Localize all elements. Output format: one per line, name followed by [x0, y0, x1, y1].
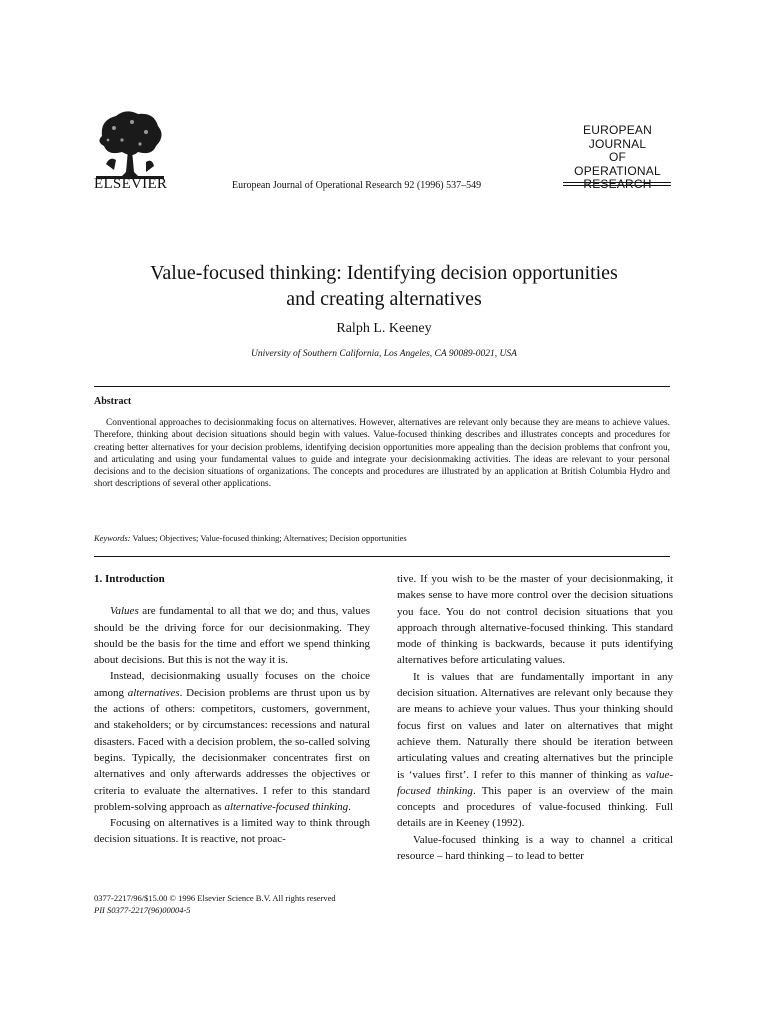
paragraph-text: Instead, decisionmaking usually focuses on the choice among: [94, 670, 370, 699]
paragraph-text: It is values that are fundamentally important in any decision situation. Alternatives are relevant only because they are means to achieve your values. Thus your thinking should focus first on values and later on alternatives that might achieve them. Naturally there should be iteration between articulating values and creating alternatives but the principle is ‘values first’. I refer to this manner of thinking as: [397, 670, 673, 781]
divider: [94, 556, 670, 557]
emphasis: Values: [110, 605, 139, 618]
paragraph: Value-focused thinking is a way to channel a critical resource – hard thinking – to lead to better: [397, 833, 673, 863]
body-column-right: [397, 571, 673, 864]
title-line: Value-focused thinking: Identifying decision opportunities: [150, 262, 618, 284]
section-heading: 1. Introduction: [94, 573, 165, 585]
author-name: Ralph L. Keeney: [336, 321, 432, 336]
journal-name-line: OF OPERATIONAL: [574, 150, 661, 178]
emphasis: alternatives: [127, 686, 180, 699]
paragraph: [94, 668, 370, 815]
emphasis: alternative-focused thinking: [224, 800, 349, 813]
title-line: and creating alternatives: [286, 288, 482, 310]
abstract-heading: Abstract: [94, 396, 132, 407]
paragraph: [94, 603, 370, 668]
journal-double-rule: [563, 182, 671, 186]
article-title: [80, 260, 688, 312]
abstract-text: Conventional approaches to decisionmaking focus on alternatives. However, alternatives are relevant only because they are means to achieve values. Therefore, thinking about decision situations should begin with values. Value-focused thinking describes and illustrates concepts and procedures for creating better alternatives for your decision problems, identifying decision opportunities more appealing than the decision problems that confront you, and articulating and using your fundamental values to guide and integrate your decisionmaking activities. The ideas are relevant to your personal decisions and to the decision situations of organizations. The concepts and procedures are illustrated by an application at British Columbia Hydro and short descriptions of several other applications.: [94, 418, 670, 490]
paragraph-text: .: [348, 800, 351, 813]
keywords-label: Keywords:: [94, 533, 131, 543]
keywords-list: Values; Objectives; Value-focused thinking; Alternatives; Decision opportunities: [132, 533, 407, 543]
journal-name-line: JOURNAL: [588, 136, 647, 151]
divider: [94, 386, 670, 387]
body-column-left: [94, 571, 370, 848]
paragraph: Focusing on alternatives is a limited way to think through decision situations. It is reactive, not proac-: [94, 817, 370, 846]
paragraph-text: . This paper is an overview of the main concepts and procedures of value-focused thinking. Full details are in Keeney (1992).: [397, 784, 673, 830]
journal-citation: European Journal of Operational Research 92 (1996) 537–549: [232, 180, 482, 191]
emphasis: value-focused thinking: [397, 768, 673, 797]
journal-name-line: EUROPEAN: [583, 123, 652, 137]
pii-line: PII S0377-2217(96)00004-5: [94, 905, 191, 915]
paragraph-text: are fundamental to all that we do; and thus, values should be the driving force for our decisionmaking. They should be the basis for the time and effort we spend thinking about decisions. But this is not the way it is.: [94, 605, 370, 667]
paragraph: tive. If you wish to be the master of your decisionmaking, it makes sense to have more control over the decision situations you face. You do not control decision situations that you approach through alternative-focused thinking. This standard mode of thinking is backwards, because it puts identifying alternatives before articulating values.: [397, 573, 673, 667]
author-affiliation: University of Southern California, Los Angeles, CA 90089-0021, USA: [251, 349, 517, 359]
paragraph-text: . Decision problems are thrust upon us by the actions of others: competitors, customers, government, and stakeholders; or by circumstances: recessions and natural disasters. Faced with a decision problem, the so-called solving begins. Typically, the decisionmaker concentrates first on alternatives and only afterwards addresses the objectives or criteria to evaluate the alternatives. I refer to this standard problem-solving approach as: [94, 686, 370, 813]
journal-name-line: RESEARCH: [583, 177, 652, 191]
publisher-name: ELSEVIER: [94, 176, 168, 192]
elsevier-tree-logo-icon: [92, 106, 168, 182]
paragraph: [397, 669, 673, 832]
footnote: [94, 892, 336, 916]
keywords: [94, 533, 670, 543]
copyright-line: 0377-2217/96/$15.00 © 1996 Elsevier Science B.V. All rights reserved: [94, 893, 336, 903]
